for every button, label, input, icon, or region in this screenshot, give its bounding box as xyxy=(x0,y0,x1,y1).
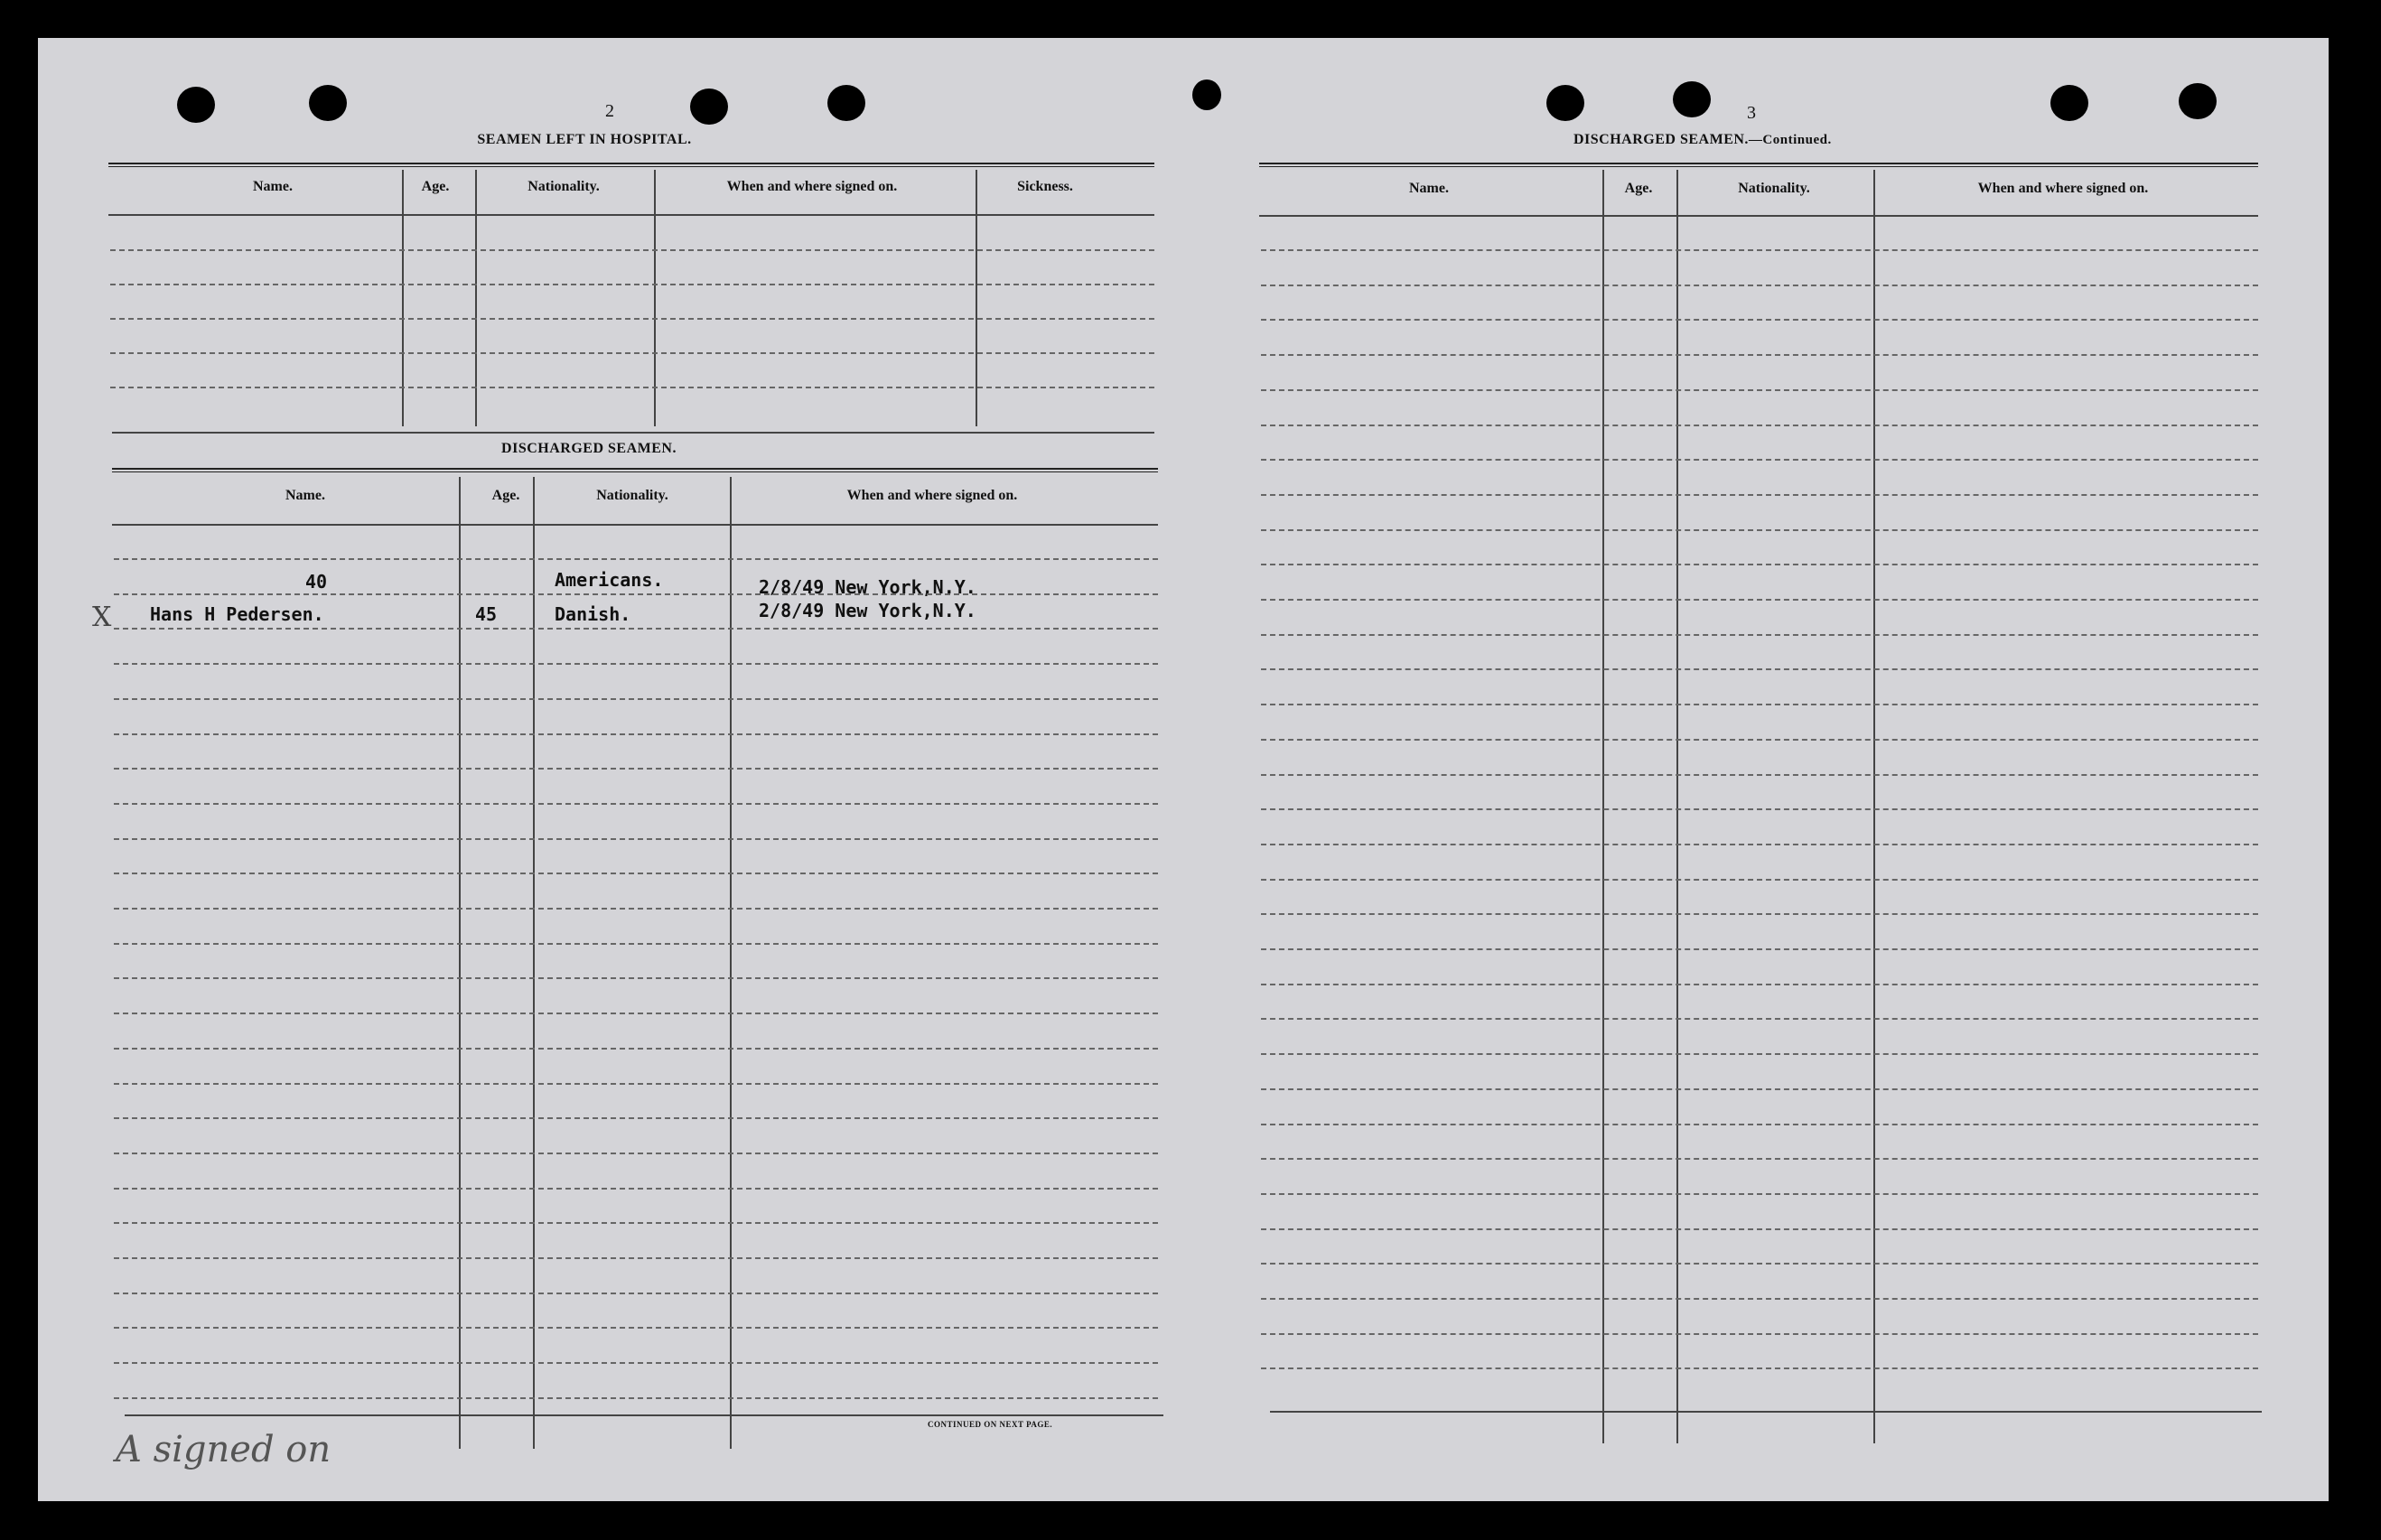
ruled-line xyxy=(1261,1228,2258,1230)
ruled-line xyxy=(114,558,1158,560)
row-nationality: Americans. xyxy=(555,569,664,591)
row-age: 45 xyxy=(475,603,498,625)
row-nationality: Danish. xyxy=(555,603,631,625)
ruled-line xyxy=(114,628,1158,630)
ruled-line xyxy=(1261,704,2258,705)
bottom-rule xyxy=(125,1414,1163,1416)
ruled-line xyxy=(114,1397,1158,1399)
col-header-name: Name. xyxy=(285,488,325,503)
ruled-line xyxy=(1261,564,2258,565)
ruled-line xyxy=(1261,808,2258,810)
ruled-line xyxy=(114,1293,1158,1294)
ruled-line xyxy=(1261,1333,2258,1335)
header-rule xyxy=(108,214,1154,216)
ruled-line xyxy=(1261,1263,2258,1265)
ruled-line xyxy=(114,908,1158,910)
ruled-line xyxy=(114,698,1158,700)
ruled-line xyxy=(1261,354,2258,356)
ruled-line xyxy=(1261,529,2258,531)
ruled-line xyxy=(1261,494,2258,496)
column-divider xyxy=(459,477,461,1449)
ledger-paper xyxy=(38,38,2329,1501)
row-mark: X xyxy=(92,602,112,633)
punch-hole xyxy=(1192,79,1221,110)
punch-hole xyxy=(1673,81,1711,117)
col-header-nationality: Nationality. xyxy=(596,488,668,503)
ruled-line xyxy=(1261,599,2258,601)
ruled-line xyxy=(1261,285,2258,286)
ruled-line xyxy=(114,1013,1158,1014)
col-header-age: Age. xyxy=(491,488,520,503)
discharged-section-title: DISCHARGED SEAMEN. xyxy=(501,441,677,456)
column-divider xyxy=(1873,170,1875,1443)
ruled-line xyxy=(110,387,1154,388)
ruled-line xyxy=(1261,425,2258,426)
ruled-line xyxy=(1261,1193,2258,1195)
punch-hole xyxy=(2050,85,2088,121)
ruled-line xyxy=(114,803,1158,805)
ruled-line xyxy=(1261,1088,2258,1090)
ruled-line xyxy=(110,352,1154,354)
bottom-rule xyxy=(1270,1411,2262,1413)
ruled-line xyxy=(1261,319,2258,321)
ruled-line xyxy=(1261,249,2258,251)
right-title-text: DISCHARGED SEAMEN. xyxy=(1573,132,1749,147)
ruled-line xyxy=(110,284,1154,285)
ruled-line xyxy=(1261,389,2258,391)
ruled-line xyxy=(1261,739,2258,741)
ruled-line xyxy=(114,733,1158,735)
ruled-line xyxy=(114,873,1158,874)
ruled-line xyxy=(1261,1367,2258,1369)
ruled-line xyxy=(110,318,1154,320)
ruled-line xyxy=(1261,459,2258,461)
row-signed-on: 2/8/49 New York,N.Y. xyxy=(759,600,976,621)
ruled-line xyxy=(1261,774,2258,776)
header-rule xyxy=(112,524,1158,526)
ruled-line xyxy=(1261,879,2258,881)
page-number: 2 xyxy=(605,101,614,121)
ruled-line xyxy=(114,977,1158,979)
ruled-line xyxy=(114,1048,1158,1050)
ruled-line xyxy=(114,768,1158,770)
right-title-suffix: —Continued. xyxy=(1748,133,1832,147)
ruled-line xyxy=(1261,1298,2258,1300)
ruled-line xyxy=(114,593,1158,595)
ruled-line xyxy=(114,1117,1158,1119)
col-header-age: Age. xyxy=(1624,181,1653,196)
ruled-line xyxy=(114,1188,1158,1190)
handwritten-note: A signed on xyxy=(116,1429,331,1470)
double-rule xyxy=(1259,163,2258,167)
col-header-signed-on: When and where signed on. xyxy=(726,179,898,194)
ruled-line xyxy=(114,1257,1158,1259)
punch-hole xyxy=(1546,85,1584,121)
double-rule xyxy=(108,163,1154,167)
ruled-line xyxy=(110,249,1154,251)
hospital-section-title: SEAMEN LEFT IN HOSPITAL. xyxy=(477,132,692,147)
punch-hole xyxy=(690,89,728,125)
right-section-title xyxy=(1573,132,1953,148)
ruled-line xyxy=(114,943,1158,945)
punch-hole xyxy=(2179,83,2217,119)
column-divider xyxy=(730,477,732,1449)
col-header-nationality: Nationality. xyxy=(1738,181,1810,196)
ruled-line xyxy=(1261,1018,2258,1020)
header-rule xyxy=(1259,215,2258,217)
ruled-line xyxy=(114,1153,1158,1154)
punch-hole xyxy=(827,85,865,121)
punch-hole xyxy=(309,85,347,121)
ruled-line xyxy=(114,1327,1158,1329)
ruled-line xyxy=(1261,948,2258,950)
col-header-name: Name. xyxy=(1409,181,1449,196)
column-divider xyxy=(1676,170,1678,1443)
punch-hole xyxy=(177,87,215,123)
col-header-name: Name. xyxy=(253,179,293,194)
ruled-line xyxy=(114,663,1158,665)
ruled-line xyxy=(1261,1053,2258,1055)
section-rule xyxy=(112,432,1154,434)
ruled-line xyxy=(114,1083,1158,1085)
double-rule xyxy=(112,468,1158,472)
col-header-signed-on: When and where signed on. xyxy=(846,488,1018,503)
ruled-line xyxy=(114,1362,1158,1364)
page-number: 3 xyxy=(1747,103,1756,123)
column-divider xyxy=(1602,170,1604,1443)
col-header-age: Age. xyxy=(421,179,450,194)
ruled-line xyxy=(1261,913,2258,915)
col-header-sickness: Sickness. xyxy=(1017,179,1073,194)
ruled-line xyxy=(1261,1158,2258,1160)
continued-note: CONTINUED ON NEXT PAGE. xyxy=(928,1420,1053,1429)
ruled-line xyxy=(1261,1124,2258,1125)
col-header-nationality: Nationality. xyxy=(528,179,600,194)
ruled-line xyxy=(114,1222,1158,1224)
row-signed-on: 2/8/49 New York,N.Y. xyxy=(759,576,976,598)
row-name: Hans H Pedersen. xyxy=(150,603,324,625)
ruled-line xyxy=(114,838,1158,840)
ruled-line xyxy=(1261,668,2258,670)
ruled-line xyxy=(1261,634,2258,636)
row-name: 40 xyxy=(305,571,328,593)
ruled-line xyxy=(1261,984,2258,985)
ruled-line xyxy=(1261,844,2258,845)
col-header-signed-on: When and where signed on. xyxy=(1977,181,2149,196)
column-divider xyxy=(533,477,535,1449)
